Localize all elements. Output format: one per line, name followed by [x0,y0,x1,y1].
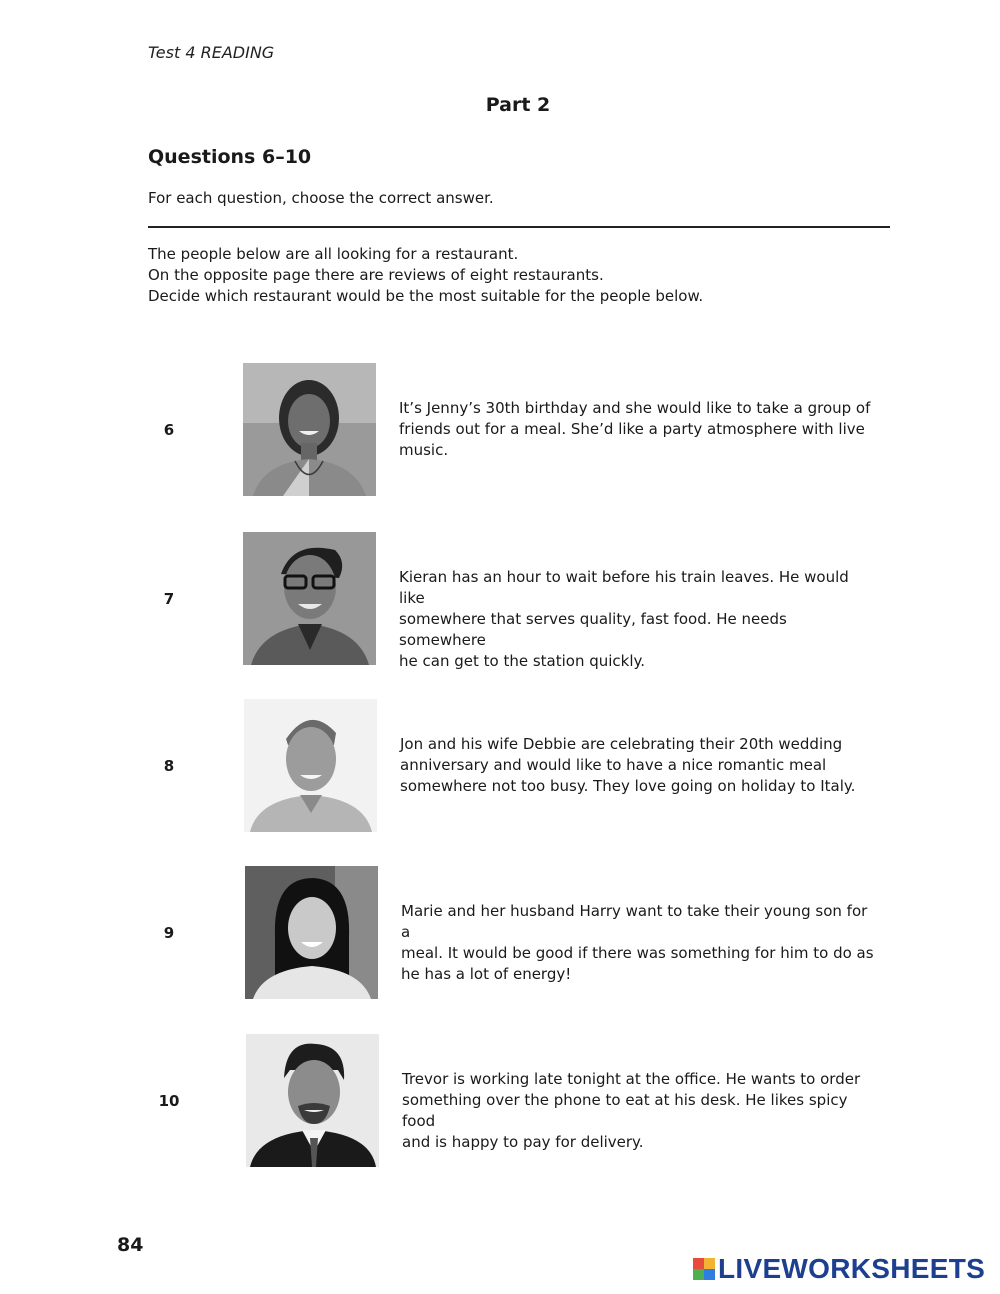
question-row-9 [0,866,1000,1001]
running-header: Test 4 READING [148,43,275,62]
description-line: somewhere that serves quality, fast food. He needs somewhere [399,610,787,649]
description-line: he has a lot of energy! [401,965,572,983]
description-line: Jon and his wife Debbie are celebrating their 20th wedding [400,735,843,753]
instruction-text: For each question, choose the correct answer. [148,189,494,207]
intro-line: Decide which restaurant would be the most suitable for the people below. [148,287,704,305]
liveworksheets-logo-icon [693,1258,715,1280]
question-number: 9 [163,924,175,942]
question-row-10 [0,1034,1000,1169]
liveworksheets-brand[interactable] [693,1254,985,1284]
part-title: Part 2 [485,94,551,116]
questions-title: Questions 6–10 [148,146,312,168]
description-line: Marie and her husband Harry want to take their young son for a [401,902,868,941]
description-line: Trevor is working late tonight at the office. He wants to order [402,1070,861,1088]
portrait-photo-jon [244,699,377,832]
question-row-6 [0,363,1000,498]
portrait-photo-marie [245,866,378,999]
question-description [399,398,874,461]
portrait-photo-trevor [246,1034,379,1167]
question-number: 8 [163,757,175,775]
logo-square [693,1258,704,1269]
logo-square [704,1269,715,1280]
question-number: 10 [158,1092,180,1110]
description-line: music. [399,441,449,459]
question-description [399,567,874,672]
logo-square [693,1269,704,1280]
question-description [401,901,876,985]
portrait-photo-kieran [243,532,376,665]
divider-line [148,226,890,228]
intro-text [148,244,703,307]
question-number: 6 [163,421,175,439]
description-line: something over the phone to eat at his desk. He likes spicy food [402,1091,848,1130]
portrait-photo-jenny [243,363,376,496]
intro-line: The people below are all looking for a restaurant. [148,245,519,263]
description-line: Kieran has an hour to wait before his train leaves. He would like [399,568,849,607]
description-line: friends out for a meal. She’d like a party atmosphere with live [399,420,865,438]
description-line: meal. It would be good if there was something for him to do as [401,944,874,962]
page-number: 84 [117,1234,144,1256]
question-description [402,1069,877,1153]
logo-square [704,1258,715,1269]
question-number: 7 [163,590,175,608]
description-line: he can get to the station quickly. [399,652,646,670]
question-row-7 [0,532,1000,670]
question-description [400,734,875,797]
intro-line: On the opposite page there are reviews of eight restaurants. [148,266,604,284]
question-row-8 [0,699,1000,834]
description-line: anniversary and would like to have a nice romantic meal [400,756,827,774]
description-line: and is happy to pay for delivery. [402,1133,644,1151]
description-line: somewhere not too busy. They love going on holiday to Italy. [400,777,856,795]
brand-name: LIVEWORKSHEETS [718,1253,986,1284]
description-line: It’s Jenny’s 30th birthday and she would like to take a group of [399,399,871,417]
